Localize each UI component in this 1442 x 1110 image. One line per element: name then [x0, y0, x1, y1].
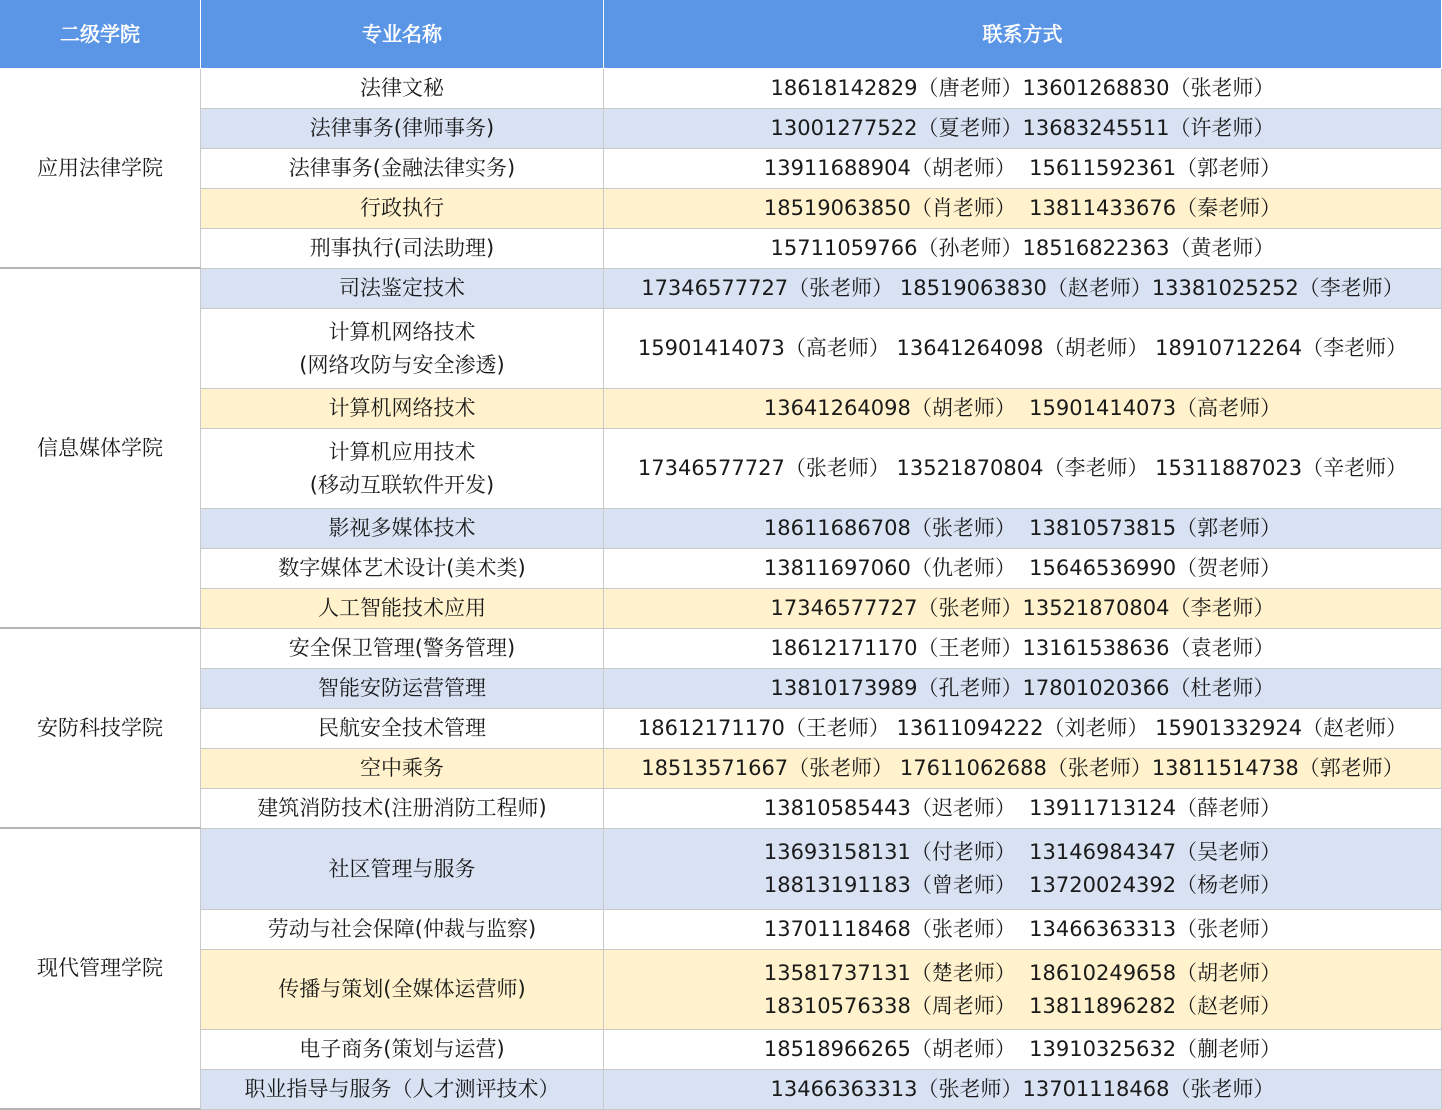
major-cell: 计算机应用技术 (移动互联软件开发) — [201, 429, 604, 509]
major-cell: 智能安防运营管理 — [201, 669, 604, 709]
contact-cell: 18611686708（张老师） 13810573815（郭老师） — [604, 509, 1442, 549]
contact-cell: 13581737131（楚老师） 18610249658（胡老师） 18310576338（周老师） 13811896282（赵老师） — [604, 950, 1442, 1030]
major-cell: 法律事务(律师事务) — [201, 109, 604, 149]
header-college: 二级学院 — [0, 0, 201, 69]
contact-cell: 13810585443（迟老师） 13911713124（薛老师） — [604, 789, 1442, 829]
major-cell: 社区管理与服务 — [201, 829, 604, 910]
major-cell: 职业指导与服务（人才测评技术） — [201, 1070, 604, 1110]
major-cell: 民航安全技术管理 — [201, 709, 604, 749]
contact-cell: 17346577727（张老师） 18519063830（赵老师）13381025252（李老师） — [604, 269, 1442, 309]
college-cell: 信息媒体学院 — [0, 269, 201, 629]
major-cell: 计算机网络技术 — [201, 389, 604, 429]
contact-cell: 13641264098（胡老师） 15901414073（高老师） — [604, 389, 1442, 429]
contact-cell: 13701118468（张老师） 13466363313（张老师） — [604, 910, 1442, 950]
header-contact: 联系方式 — [604, 0, 1442, 69]
contact-cell: 13466363313（张老师）13701118468（张老师） — [604, 1070, 1442, 1110]
header-major: 专业名称 — [201, 0, 604, 69]
major-cell: 电子商务(策划与运营) — [201, 1030, 604, 1070]
contact-cell: 18612171170（王老师）13161538636（袁老师） — [604, 629, 1442, 669]
contact-cell: 17346577727（张老师）13521870804（李老师） — [604, 589, 1442, 629]
major-cell: 刑事执行(司法助理) — [201, 229, 604, 269]
college-cell: 现代管理学院 — [0, 829, 201, 1110]
major-cell: 数字媒体艺术设计(美术类) — [201, 549, 604, 589]
major-cell: 司法鉴定技术 — [201, 269, 604, 309]
contact-cell: 13911688904（胡老师） 15611592361（郭老师） — [604, 149, 1442, 189]
major-cell: 影视多媒体技术 — [201, 509, 604, 549]
major-cell: 法律事务(金融法律实务) — [201, 149, 604, 189]
major-cell: 建筑消防技术(注册消防工程师) — [201, 789, 604, 829]
contact-cell: 17346577727（张老师） 13521870804（李老师） 15311887023（辛老师） — [604, 429, 1442, 509]
college-cell: 应用法律学院 — [0, 69, 201, 269]
contact-cell: 18519063850（肖老师） 13811433676（秦老师） — [604, 189, 1442, 229]
contact-cell: 18618142829（唐老师）13601268830（张老师） — [604, 69, 1442, 109]
contact-cell: 18513571667（张老师） 17611062688（张老师）13811514738（郭老师） — [604, 749, 1442, 789]
contact-cell: 13693158131（付老师） 13146984347（吴老师） 18813191183（曾老师） 13720024392（杨老师） — [604, 829, 1442, 910]
major-cell: 行政执行 — [201, 189, 604, 229]
contact-cell: 18518966265（胡老师） 13910325632（蒯老师） — [604, 1030, 1442, 1070]
contact-cell: 13001277522（夏老师）13683245511（许老师） — [604, 109, 1442, 149]
major-cell: 计算机网络技术 (网络攻防与安全渗透) — [201, 309, 604, 389]
major-cell: 空中乘务 — [201, 749, 604, 789]
major-cell: 劳动与社会保障(仲裁与监察) — [201, 910, 604, 950]
major-cell: 法律文秘 — [201, 69, 604, 109]
contact-cell: 13811697060（仇老师） 15646536990（贺老师） — [604, 549, 1442, 589]
college-cell: 安防科技学院 — [0, 629, 201, 829]
contact-cell: 15901414073（高老师） 13641264098（胡老师） 18910712264（李老师） — [604, 309, 1442, 389]
major-cell: 传播与策划(全媒体运营师) — [201, 950, 604, 1030]
contact-cell: 18612171170（王老师） 13611094222（刘老师） 15901332924（赵老师） — [604, 709, 1442, 749]
contact-cell: 13810173989（孔老师）17801020366（杜老师） — [604, 669, 1442, 709]
major-cell: 人工智能技术应用 — [201, 589, 604, 629]
major-cell: 安全保卫管理(警务管理) — [201, 629, 604, 669]
contact-cell: 15711059766（孙老师）18516822363（黄老师） — [604, 229, 1442, 269]
